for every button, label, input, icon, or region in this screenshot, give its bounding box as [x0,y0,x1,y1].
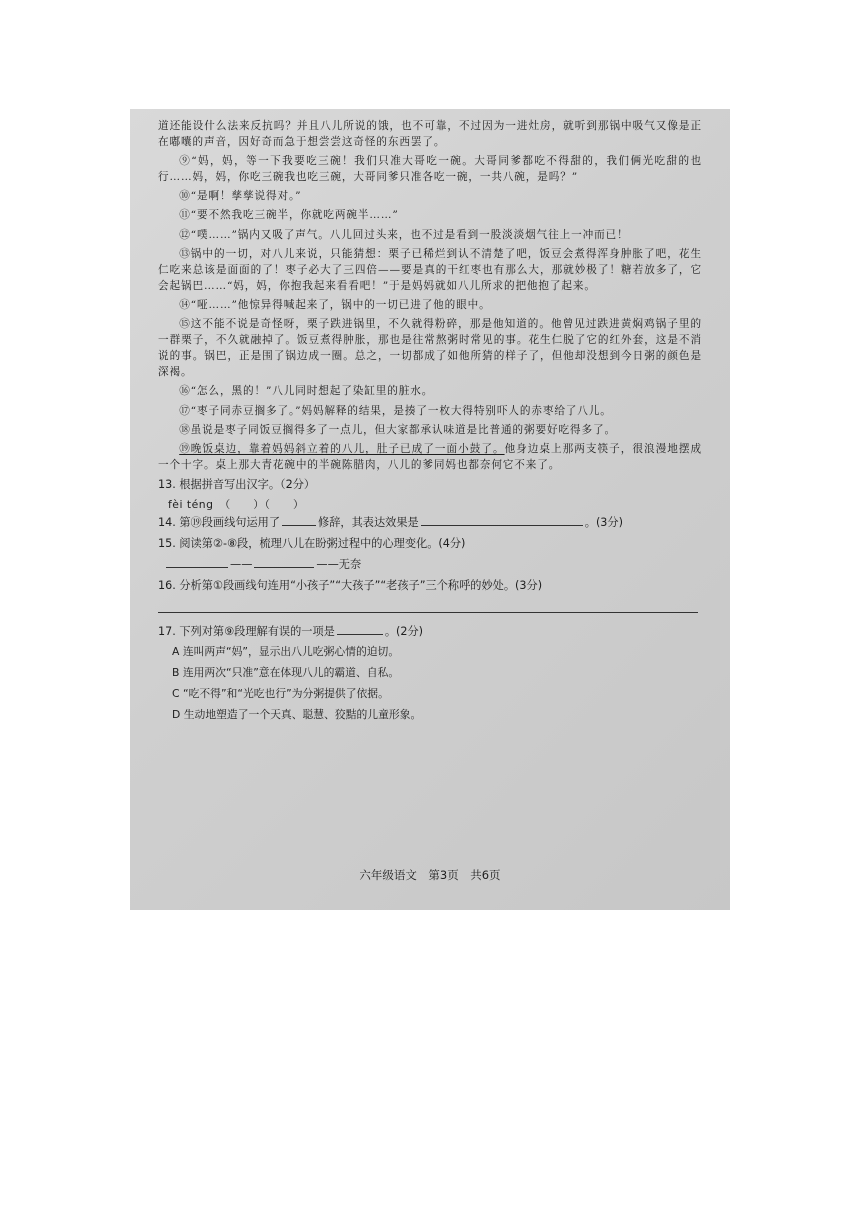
passage-paragraph-19 [158,441,702,473]
underlined-sentence: ⑲晚饭桌边，靠着妈妈斜立着的八儿，肚子已成了一面小鼓了。 [179,442,505,455]
question-14-part-b: 修辞，其表达效果是 [318,515,419,529]
answer-blank [337,623,383,635]
question-13: 13. 根据拼音写出汉字。（2分） [158,477,316,491]
passage-paragraph-11: ⑪“要不然我吃三碗半，你就吃两碗半……” [179,209,399,222]
paragraph-19-rest: 他身边桌上那两支筷子，很浪漫地摆成一个十字。桌上那大青花碗中的半碗陈腊肉，八儿的爹同妈也都奈何它不来了。 [158,442,702,471]
answer-blank [282,514,316,526]
passage-paragraph-16: ⑯“怎么，黑的！”八儿同时想起了染缸里的脏水。 [179,385,434,398]
passage-paragraph-9: ⑨“妈，妈，等一下我要吃三碗！我们只准大哥吃一碗。大哥同爹都吃不得甜的，我们俩光吃甜的也行……妈，妈，你吃三碗我也吃三碗，大哥同爹只准各吃一碗，一共八碗，是吗？” [158,155,702,184]
question-15-end: ——无奈 [316,557,362,571]
passage-paragraph-13: ⑬锅中的一切，对八儿来说，只能猜想：栗子已稀烂到认不清楚了吧，饭豆会煮得浑身肿胀了吧，花生仁吃来总该是面面的了！枣子必大了三四倍——要是真的干红枣也有那么大，那就妙极了！糖若放多了，它会起锅巴……“妈，妈，你抱我起来看看吧！”于是妈妈就如八儿所求的把他抱了起来。 [158,247,702,292]
answer-blank [166,556,228,568]
question-17-part-b: 。(2分) [384,624,424,638]
question-16: 16. 分析第①段画线句连用“小孩子”“大孩子”“老孩子”三个称呼的妙处。(3分) [158,578,543,592]
question-15-answer-row [164,556,702,573]
passage-paragraph-12: ⑫“噗……”锅内又吸了声气。八儿回过头来，也不过是看到一股淡淡烟气往上一冲而已！ [179,228,629,241]
page-footer: 六年级语文 第3页 共6页 [359,868,501,882]
exam-page [130,109,730,910]
question-17-part-a: 17. 下列对第⑨段理解有误的一项是 [158,624,335,638]
dash: —— [230,557,253,571]
passage-paragraph-18: ⑱虽说是枣子同饭豆搁得多了一点儿，但大家都承认味道是比普通的粥要好吃得多了。 [179,423,616,436]
question-14-part-a: 14. 第⑲段画线句运用了 [158,515,281,529]
option-a: A 连叫两声“妈”，显示出八儿吃粥心情的迫切。 [172,644,400,658]
question-13-pinyin: fèi téng （ ）（ ） [168,497,305,511]
question-14 [158,514,702,531]
question-17 [158,623,702,640]
answer-blank [254,556,314,568]
passage-paragraph-10: ⑩“是啊！孳孳说得对。” [179,190,302,203]
option-d: D 生动地塑造了一个天真、聪慧、狡黠的儿童形象。 [172,707,422,721]
question-14-part-c: 。(3分) [584,515,623,529]
passage-paragraph-14: ⑭“哑……”他惊异得喊起来了，锅中的一切已进了他的眼中。 [179,298,491,311]
passage-paragraph-15: ⑮这不能不说是奇怪呀，栗子跌进锅里，不久就得粉碎，那是他知道的。他曾见过跌进黄焖鸡锅子里的一群栗子，不久就融掉了。饭豆煮得肿胀，那也是往常熬粥时常见的事。花生仁脱了它的红外套，这是不消说的事。锅巴，正是围了锅边成一圈。总之，一切都成了如他所猜的样子了，但他却没想到今日粥的颜色是深褐。 [158,318,702,379]
answer-line [158,598,698,613]
passage-paragraph-continued: 道还能设什么法来反抗吗？并且八儿所说的饿，也不可靠，不过因为一进灶房，就听到那锅中吸气又像是正在嘟囔的声音，因好奇而急于想尝尝这奇怪的东西罢了。 [158,120,702,149]
answer-blank [421,514,583,526]
passage-paragraph-17: ⑰“枣子同赤豆搁多了。”妈妈解释的结果，是揍了一枚大得特别吓人的赤枣给了八儿。 [179,404,612,417]
option-b: B 连用两次“只准”意在体现八儿的霸道、自私。 [172,665,400,679]
question-15: 15. 阅读第②-⑧段，梳理八儿在盼粥过程中的心理变化。(4分) [158,536,466,550]
option-c: C “吃不得”和“光吃也行”为分粥提供了依据。 [172,686,389,700]
